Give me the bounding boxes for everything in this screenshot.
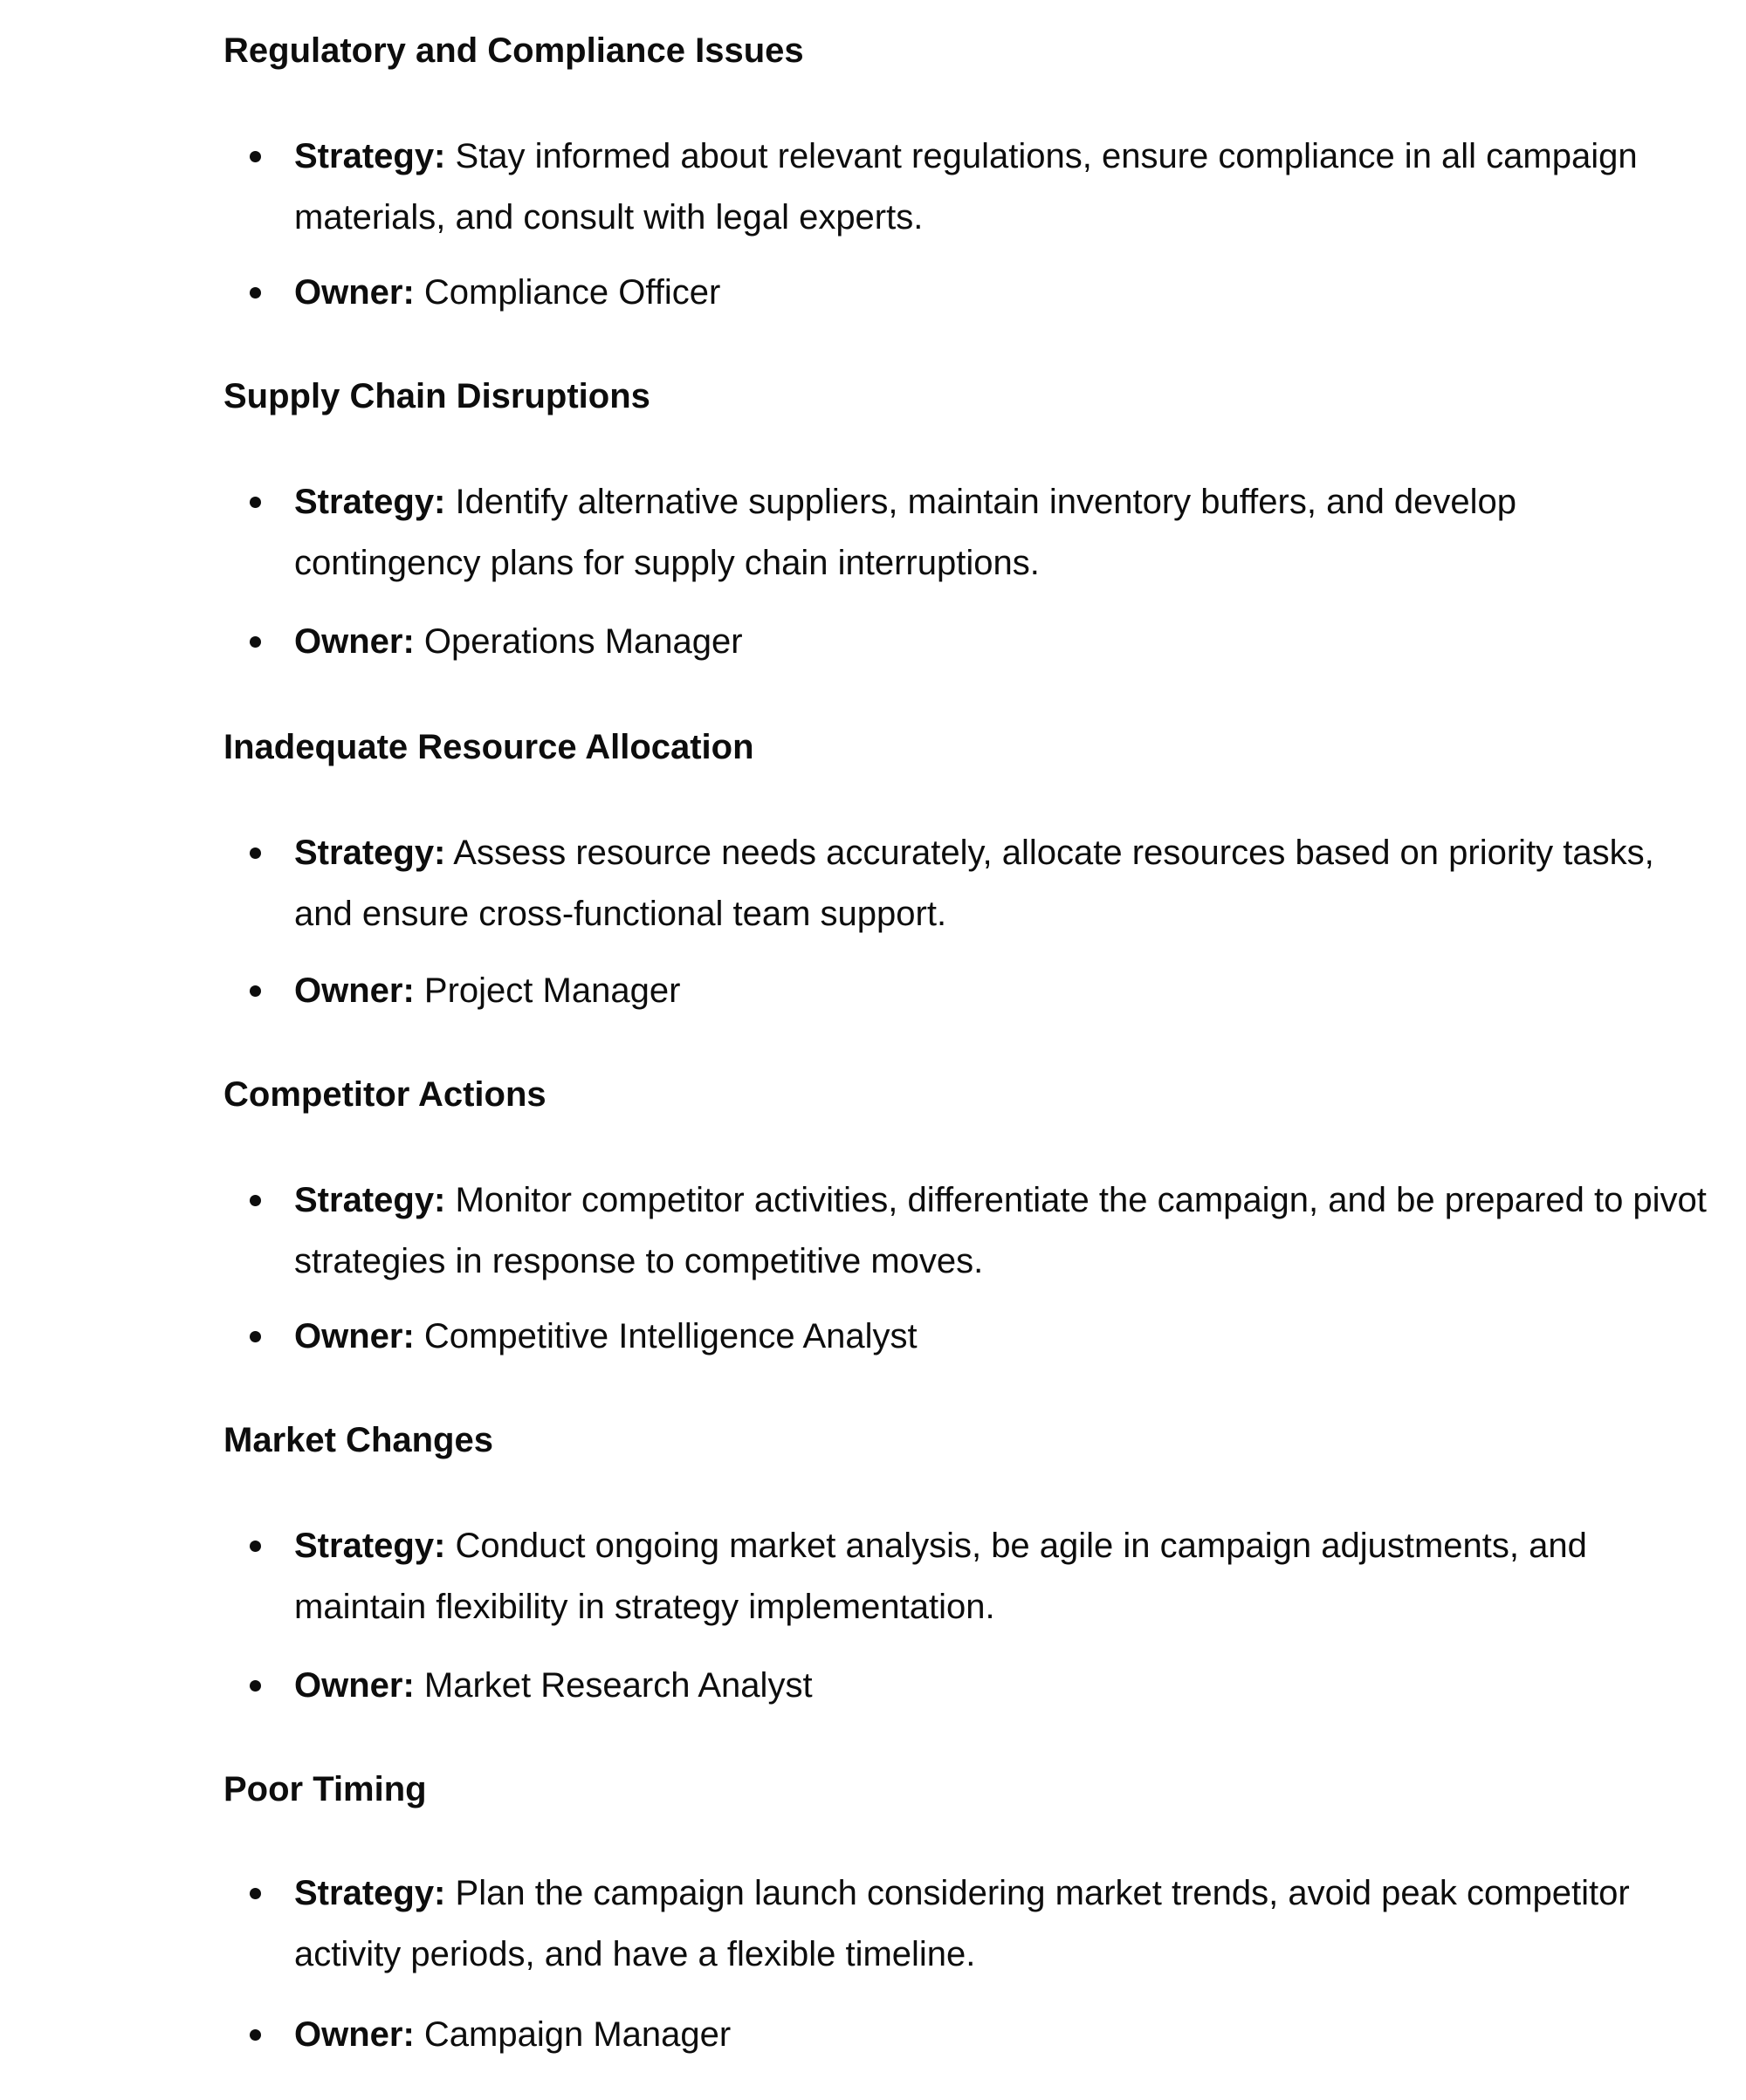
risk-title: Poor Timing <box>223 1770 427 1808</box>
owner-label: Owner: <box>294 1317 415 1355</box>
owner-text <box>294 611 1708 672</box>
bullet-dot-icon <box>250 497 261 508</box>
owner-label: Owner: <box>294 622 415 661</box>
strategy-text <box>294 126 1708 248</box>
owner-text <box>294 1306 1708 1367</box>
risk-title: Supply Chain Disruptions <box>223 377 650 415</box>
strategy-value: Identify alternative suppliers, maintain inventory buffers, and develop contingency plans for supply chain interruptions. <box>294 483 1517 582</box>
strategy-label: Strategy: <box>294 137 446 175</box>
risk-title: Market Changes <box>223 1421 493 1459</box>
strategy-text <box>294 471 1708 594</box>
strategy-value: Monitor competitor activities, differentiate the campaign, and be prepared to pivot strategies in response to competitive moves. <box>294 1181 1707 1280</box>
bullet-dot-icon <box>250 1331 261 1342</box>
strategy-label: Strategy: <box>294 834 446 872</box>
owner-value: Market Research Analyst <box>423 1666 813 1705</box>
bullet-dot-icon <box>250 1680 261 1692</box>
strategy-label: Strategy: <box>294 1181 446 1219</box>
strategy-value: Assess resource needs accurately, allocate resources based on priority tasks, and ensure cross-functional team support. <box>294 834 1654 933</box>
bullet-dot-icon <box>250 1888 261 1899</box>
risk-title: Regulatory and Compliance Issues <box>223 31 804 70</box>
owner-value: Competitive Intelligence Analyst <box>423 1317 918 1355</box>
strategy-text <box>294 822 1708 944</box>
strategy-text <box>294 1515 1708 1637</box>
owner-label: Owner: <box>294 2015 415 2054</box>
owner-value: Project Manager <box>423 971 681 1010</box>
owner-value: Campaign Manager <box>423 2015 732 2054</box>
bullet-dot-icon <box>250 2029 261 2041</box>
risk-title: Competitor Actions <box>223 1075 546 1114</box>
owner-text <box>294 1655 1708 1716</box>
bullet-dot-icon <box>250 1541 261 1552</box>
owner-label: Owner: <box>294 971 415 1010</box>
bullet-dot-icon <box>250 636 261 648</box>
strategy-label: Strategy: <box>294 1874 446 1912</box>
strategy-value: Stay informed about relevant regulations, ensure compliance in all campaign materials, and consult with legal experts. <box>294 137 1638 237</box>
owner-text <box>294 262 1708 323</box>
owner-value: Compliance Officer <box>423 273 721 312</box>
bullet-dot-icon <box>250 985 261 997</box>
bullet-dot-icon <box>250 1195 261 1206</box>
strategy-text <box>294 1170 1708 1292</box>
strategy-value: Conduct ongoing market analysis, be agile in campaign adjustments, and maintain flexibility in strategy implementation. <box>294 1527 1587 1626</box>
strategy-value: Plan the campaign launch considering market trends, avoid peak competitor activity periods, and have a flexible timeline. <box>294 1874 1630 1973</box>
owner-text <box>294 2004 1708 2065</box>
owner-label: Owner: <box>294 1666 415 1705</box>
owner-value: Operations Manager <box>423 622 743 661</box>
owner-text <box>294 960 1708 1021</box>
risk-title: Inadequate Resource Allocation <box>223 728 754 766</box>
owner-label: Owner: <box>294 273 415 312</box>
strategy-label: Strategy: <box>294 1527 446 1565</box>
bullet-dot-icon <box>250 848 261 859</box>
strategy-label: Strategy: <box>294 483 446 521</box>
bullet-dot-icon <box>250 151 261 162</box>
strategy-text <box>294 1863 1708 1985</box>
bullet-dot-icon <box>250 287 261 299</box>
